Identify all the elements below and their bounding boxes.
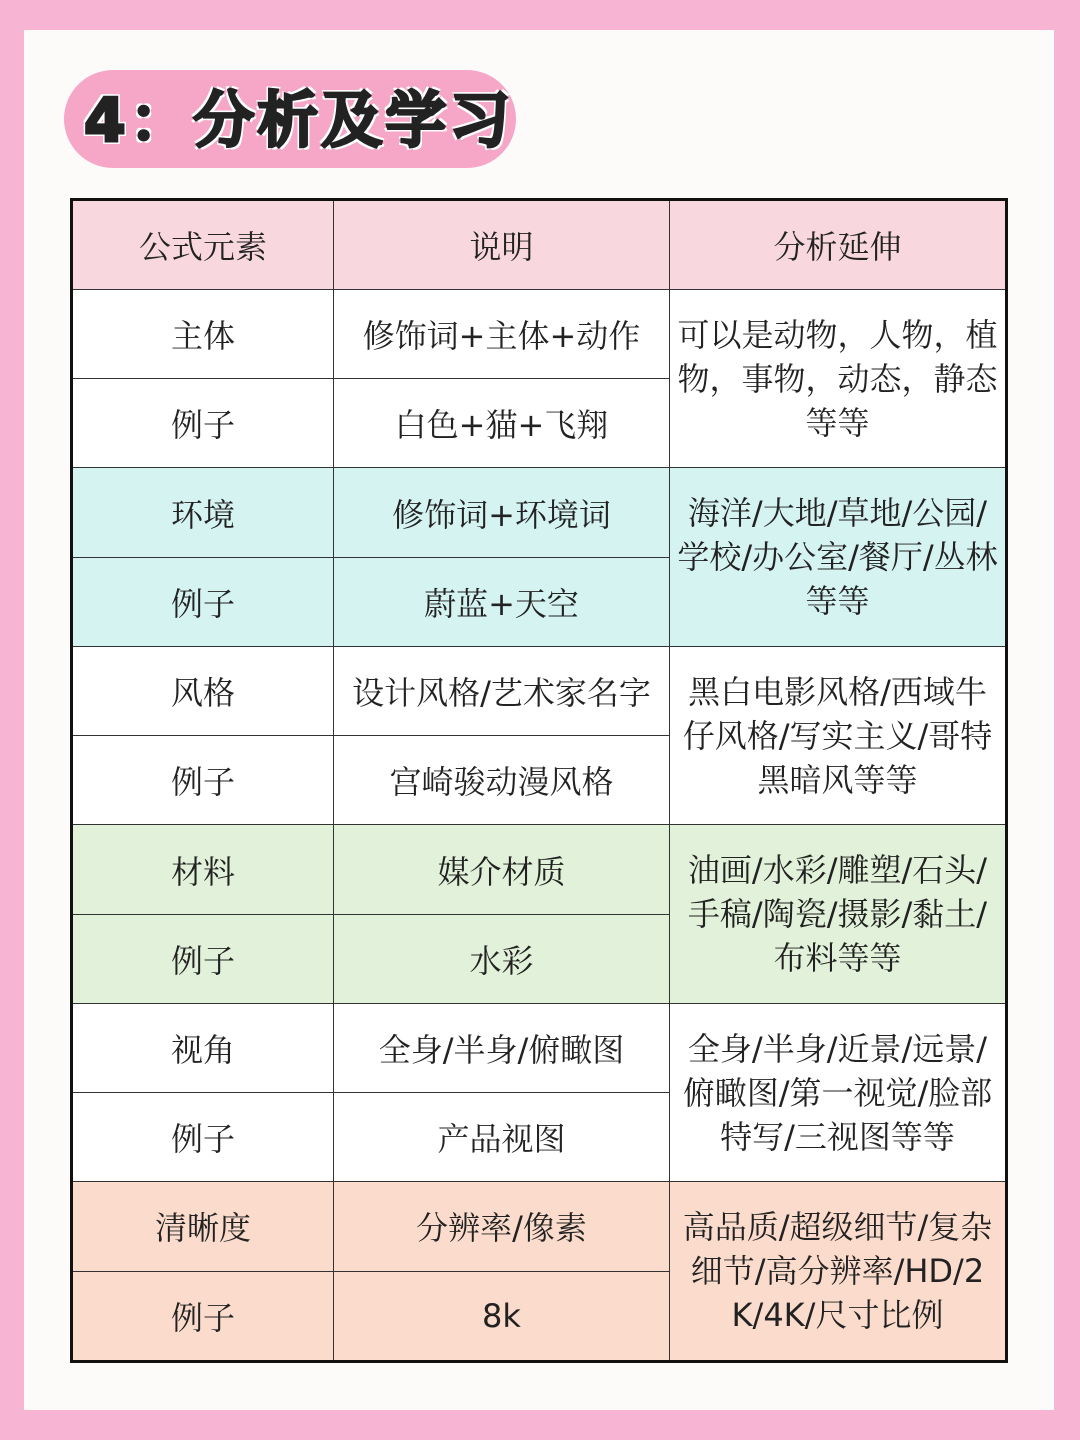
- element-cell: 例子: [72, 379, 334, 468]
- extension-cell: 可以是动物，人物，植物，事物，动态，静态等等: [670, 290, 1007, 468]
- description-cell: 分辨率/像素: [334, 1182, 670, 1271]
- table-row: [72, 468, 1007, 557]
- description-cell: 修饰词+环境词: [334, 468, 670, 557]
- table-row: [72, 290, 1007, 379]
- description-cell: 全身/半身/俯瞰图: [334, 1003, 670, 1092]
- description-cell: 8k: [334, 1271, 670, 1361]
- extension-cell: 海洋/大地/草地/公园/学校/办公室/餐厅/丛林等等: [670, 468, 1007, 646]
- element-cell: 例子: [72, 1093, 334, 1182]
- element-cell: 例子: [72, 557, 334, 646]
- description-cell: 媒介材质: [334, 825, 670, 914]
- table-header-row: [72, 200, 1007, 290]
- description-cell: 蔚蓝+天空: [334, 557, 670, 646]
- element-cell: 材料: [72, 825, 334, 914]
- header-element: 公式元素: [72, 200, 334, 290]
- description-cell: 产品视图: [334, 1093, 670, 1182]
- header-extension: 分析延伸: [670, 200, 1007, 290]
- description-cell: 宫崎骏动漫风格: [334, 736, 670, 825]
- table-row: [72, 1003, 1007, 1092]
- element-cell: 风格: [72, 646, 334, 735]
- table-row: [72, 646, 1007, 735]
- description-cell: 设计风格/艺术家名字: [334, 646, 670, 735]
- formula-table: [70, 198, 1008, 1363]
- description-cell: 白色+猫+飞翔: [334, 379, 670, 468]
- element-cell: 例子: [72, 736, 334, 825]
- element-cell: 清晰度: [72, 1182, 334, 1271]
- table-row: [72, 825, 1007, 914]
- extension-cell: 油画/水彩/雕塑/石头/手稿/陶瓷/摄影/黏土/布料等等: [670, 825, 1007, 1003]
- element-cell: 主体: [72, 290, 334, 379]
- description-cell: 修饰词+主体+动作: [334, 290, 670, 379]
- extension-cell: 全身/半身/近景/远景/俯瞰图/第一视觉/脸部特写/三视图等等: [670, 1003, 1007, 1181]
- page-title: 4：分析及学习: [84, 86, 514, 156]
- header-description: 说明: [334, 200, 670, 290]
- extension-cell: 高品质/超级细节/复杂细节/高分辨率/HD/2K/4K/尺寸比例: [670, 1182, 1007, 1362]
- element-cell: 视角: [72, 1003, 334, 1092]
- description-cell: 水彩: [334, 914, 670, 1003]
- element-cell: 例子: [72, 914, 334, 1003]
- table-row: [72, 1182, 1007, 1271]
- element-cell: 例子: [72, 1271, 334, 1361]
- element-cell: 环境: [72, 468, 334, 557]
- extension-cell: 黑白电影风格/西域牛仔风格/写实主义/哥特黑暗风等等: [670, 646, 1007, 824]
